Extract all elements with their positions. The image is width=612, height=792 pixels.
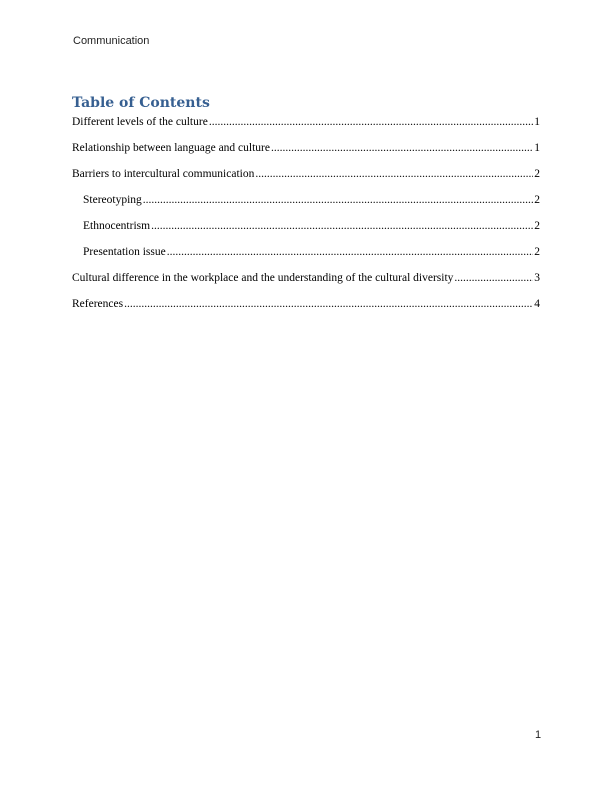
- toc-subentry[interactable]: [72, 245, 540, 259]
- toc-entry-page: 1: [534, 116, 540, 128]
- toc-entry-label: Stereotyping: [83, 194, 142, 206]
- toc-leader-dots: [271, 141, 533, 155]
- toc-entry-page: 2: [534, 246, 540, 258]
- toc-entry-label: Presentation issue: [83, 246, 166, 258]
- toc-entry-page: 3: [534, 272, 540, 284]
- toc-entry[interactable]: [72, 271, 540, 285]
- toc-subentry[interactable]: [72, 193, 540, 207]
- toc-entry[interactable]: [72, 167, 540, 181]
- toc-leader-dots: [124, 297, 533, 311]
- toc-leader-dots: [209, 115, 533, 129]
- toc-entry-page: 4: [534, 298, 540, 310]
- toc-leader-dots: [167, 245, 534, 259]
- toc-subentry[interactable]: [72, 219, 540, 233]
- toc-leader-dots: [143, 193, 533, 207]
- toc-leader-dots: [151, 219, 533, 233]
- toc-entry[interactable]: [72, 297, 540, 311]
- toc-entry-label: Different levels of the culture: [72, 116, 208, 128]
- toc-entry-label: Relationship between language and culture: [72, 142, 270, 154]
- toc-title: Table of Contents: [72, 95, 210, 111]
- toc-entry-page: 2: [534, 220, 540, 232]
- toc-leader-dots: [255, 167, 533, 181]
- toc-entry-label: Cultural difference in the workplace and the understanding of the cultural diversity: [72, 272, 454, 284]
- table-of-contents: [72, 115, 540, 323]
- toc-entry[interactable]: [72, 115, 540, 129]
- toc-entry-label: Barriers to intercultural communication: [72, 168, 255, 180]
- toc-leader-dots: [454, 271, 533, 285]
- toc-entry-page: 2: [534, 168, 540, 180]
- page-number: 1: [535, 729, 542, 741]
- running-header: Communication: [73, 35, 150, 47]
- toc-entry-page: 2: [534, 194, 540, 206]
- toc-entry[interactable]: [72, 141, 540, 155]
- toc-entry-label: Ethnocentrism: [83, 220, 151, 232]
- toc-entry-label: References: [72, 298, 124, 310]
- toc-entry-page: 1: [534, 142, 540, 154]
